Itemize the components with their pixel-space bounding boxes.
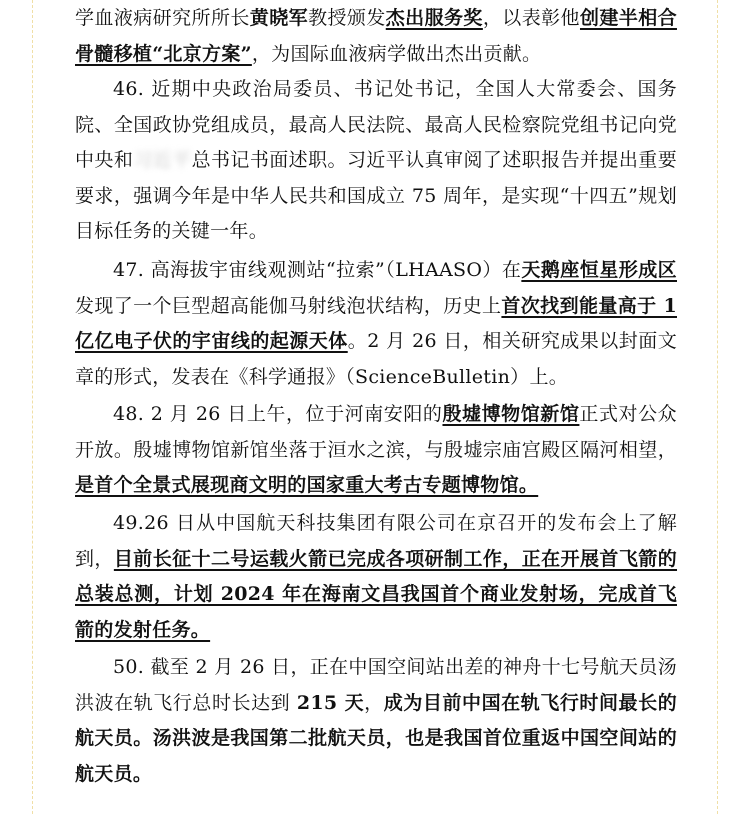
- paragraph-intro: 学血液病研究所所长黄晓军教授颁发杰出服务奖，以表彰他创建半相合骨髓移植“北京方案”，为国际血液病学做出杰出贡献。: [75, 7, 677, 65]
- highlight-discovery: 首次找到能量高于 1 亿亿电子伏的宇宙线的起源天体: [75, 294, 677, 353]
- blurred-name: 习近平: [133, 149, 192, 172]
- highlight-museum: 殷墟博物馆新馆: [442, 403, 580, 425]
- award-name: 杰出服务奖: [385, 7, 483, 29]
- days-count: 215 天: [296, 691, 365, 714]
- person-name: 黄晓军: [249, 7, 309, 29]
- achievement: 创建半相合骨髓移植“北京方案”: [75, 7, 677, 65]
- record-statement: 成为目前中国在轨飞行时间最长的航天员。汤洪波是我国第二批航天员，也是我国首位重返中国空间站的航天员。: [75, 691, 677, 785]
- highlight-museum-desc: 是首个全景式展现商文明的国家重大考古专题博物馆。: [75, 474, 539, 497]
- paragraph-47: 47. 高海拔宇宙线观测站“拉索”（LHAASO）在天鹅座恒星形成区发现了一个巨型超高能伽马射线泡状结构，历史上首次找到能量高于 1 亿亿电子伏的宇宙线的起源天体。2 月 26 日，相关研究成果以封面文章的形式，发表在《科学通报》（ScienceBulletin）上。: [75, 259, 678, 388]
- highlight-rocket: 目前长征十二号运载火箭已完成各项研制工作，正在开展首飞箭的总装总测，计划 2024 年在海南文昌我国首个商业发射场，完成首飞箭的发射任务。: [75, 547, 678, 641]
- paragraph-46: 46. 近期中央政治局委员、书记处书记，全国人大常委会、国务院、全国政协党组成员，最高人民法院、最高人民检察院党组书记向党中央和习近平总书记书面述职。习近平认真审阅了述职报告并提出重要要求，强调今年是中华人民共和国成立 75 周年，是实现“十四五”规划目标任务的关键一年。: [75, 78, 678, 243]
- paragraph-48: 48. 2 月 26 日上午，位于河南安阳的殷墟博物馆新馆正式对公众开放。殷墟博物馆新馆坐落于洹水之滨，与殷墟宗庙宫殿区隔河相望，是首个全景式展现商文明的国家重大考古专题博物馆。: [75, 403, 677, 497]
- highlight-region: 天鹅座恒星形成区: [521, 259, 677, 281]
- paragraph-50: 50. 截至 2 月 26 日，正在中国空间站出差的神舟十七号航天员汤洪波在轨飞行总时长达到 215 天，成为目前中国在轨飞行时间最长的航天员。汤洪波是我国第二批航天员，也是我国首位重返中国空间站的航天员。: [75, 656, 677, 785]
- paragraph-49: 49.26 日从中国航天科技集团有限公司在京召开的发布会上了解到，目前长征十二号运载火箭已完成各项研制工作，正在开展首飞箭的总装总测，计划 2024 年在海南文昌我国首个商业发射场，完成首飞箭的发射任务。: [75, 512, 678, 641]
